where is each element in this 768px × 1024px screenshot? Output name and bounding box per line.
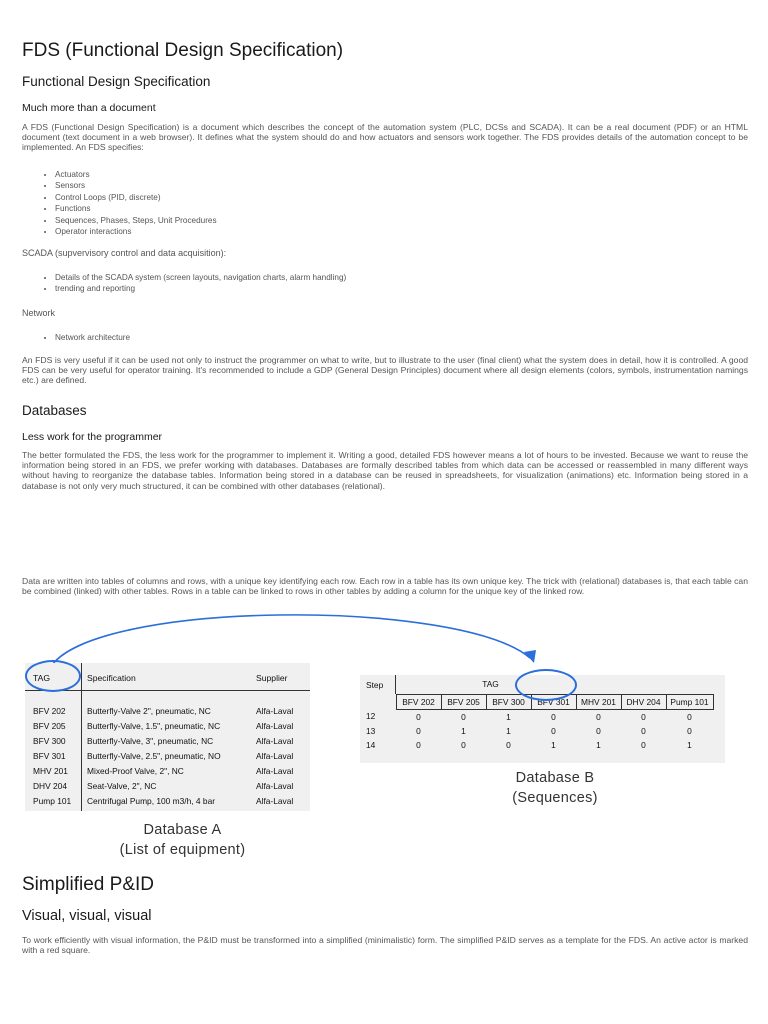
section-heading-databases: Databases <box>22 403 87 418</box>
table-cell: BFV 301 <box>33 751 66 761</box>
header-supplier: Supplier <box>256 673 288 683</box>
table-cell: Seat-Valve, 2", NC <box>87 781 157 791</box>
scada-label: SCADA (supvervisory control and data acquisition): <box>22 248 227 258</box>
closing-paragraph: An FDS is very useful if it can be used not only to instruct the programmer on what to write, but to illustrate to the user (final client) what the system does in detail, how it is controlled. A good FDS can be very useful for operator training. It's recommended to include a GDP (General Design Principles) document where all design elements (colors, symbols, instrumentation namings etc.) are defined. <box>22 355 748 386</box>
header-tag: TAG <box>482 679 499 690</box>
table-cell: 1 <box>461 725 466 736</box>
table-cell: BFV 300 <box>33 736 66 746</box>
table-row <box>360 709 713 724</box>
step-cell: 13 <box>366 725 376 736</box>
tag-column <box>33 704 71 809</box>
table-cell: 0 <box>461 711 466 722</box>
column-header: MHV 201 <box>576 694 621 709</box>
list-item: • Operator interactions <box>55 226 217 237</box>
table-cell: Alfa-Laval <box>256 721 294 731</box>
table-cell: 0 <box>641 711 646 722</box>
table-cell: 0 <box>551 711 556 722</box>
table-cell: DHV 204 <box>33 781 67 791</box>
table-cell: 0 <box>461 739 466 750</box>
table-cell: Butterfly-Valve, 2.5", pneumatic, NO <box>87 751 221 761</box>
database-a-caption <box>100 820 265 860</box>
databases-paragraph: The better formulated the FDS, the less work for the programmer to implement it. Writing a good, detailed FDS however means a lot of hours to be invested. Because we want to reuse the information being stored in an FDS, we prefer working with databases. Databases are formally described tables from which data can be accessed or reassembled in many different ways without having to reorganize the database tables. Information being stored in a database can be reused in spreadsheets, for visualization (animations) etc. Information being stored in a database is not only very much structured, it can be combined with other databases (relational). <box>22 450 748 491</box>
table-cell: 0 <box>641 739 646 750</box>
column-header: BFV 202 <box>396 694 441 709</box>
subheading-more-than-document: Much more than a document <box>22 102 156 114</box>
table-cell: Alfa-Laval <box>256 796 294 806</box>
caption-subtitle: (List of equipment) <box>119 842 246 858</box>
table-cell: Alfa-Laval <box>256 766 294 776</box>
list-item: • trending and reporting <box>55 283 346 294</box>
table-cell: 0 <box>416 711 421 722</box>
table-cell: Butterfly-Valve, 1.5", pneumatic, NC <box>87 721 221 731</box>
table-cell: Centrifugal Pump, 100 m3/h, 4 bar <box>87 796 216 806</box>
caption-title: Database B <box>515 770 595 786</box>
pid-paragraph: To work efficiently with visual information, the P&ID must be transformed into a simplified (minimalistic) form. The simplified P&ID serves as a template for the FDS. An active actor is marked with a red square. <box>22 935 748 956</box>
header-tag: TAG <box>33 673 51 683</box>
list-item: • Sensors <box>55 180 217 191</box>
table-cell: BFV 205 <box>33 721 66 731</box>
table-cell: 0 <box>687 711 692 722</box>
table-cell: Alfa-Laval <box>256 706 294 716</box>
table-cell: 0 <box>506 739 511 750</box>
section-heading-pid: Simplified P&ID <box>22 874 154 895</box>
table-cell: Butterfly-Valve 2", pneumatic, NC <box>87 706 211 716</box>
table-cell: 1 <box>506 711 511 722</box>
column-header: DHV 204 <box>621 694 666 709</box>
table-cell: BFV 202 <box>33 706 66 716</box>
table-cell: 1 <box>506 725 511 736</box>
specification-column <box>87 704 221 809</box>
table-cell: 0 <box>416 725 421 736</box>
list-item: • Network architecture <box>55 332 130 343</box>
table-cell: Mixed-Proof Valve, 2", NC <box>87 766 184 776</box>
list-item: • Actuators <box>55 169 217 180</box>
header-specification: Specification <box>87 673 136 683</box>
caption-subtitle: (Sequences) <box>512 790 598 806</box>
tag-highlight-ellipse <box>25 660 81 692</box>
header-step: Step <box>366 679 384 690</box>
table-cell: Alfa-Laval <box>256 751 294 761</box>
table-cell: 0 <box>687 725 692 736</box>
list-item: • Sequences, Phases, Steps, Unit Procedures <box>55 215 217 226</box>
supplier-column <box>256 704 293 809</box>
subheading-visual: Visual, visual, visual <box>22 908 152 924</box>
step-cell: 14 <box>366 739 376 750</box>
network-label: Network <box>22 308 56 318</box>
table-cell: MHV 201 <box>33 766 68 776</box>
table-cell: 1 <box>551 739 556 750</box>
column-divider <box>81 663 82 811</box>
table-row <box>360 738 713 752</box>
list-item: • Details of the SCADA system (screen layouts, navigation charts, alarm handling) <box>55 272 346 283</box>
database-b-caption <box>475 768 635 808</box>
column-header: BFV 205 <box>441 694 486 709</box>
table-cell: 0 <box>551 725 556 736</box>
table-cell: Alfa-Laval <box>256 736 294 746</box>
subheading-less-work: Less work for the programmer <box>22 431 163 443</box>
table-cell: 0 <box>596 711 601 722</box>
table-cell: Butterfly-Valve, 3", pneumatic, NC <box>87 736 214 746</box>
header-divider <box>25 690 310 691</box>
column-header: BFV 301 <box>531 694 576 709</box>
table-cell: 0 <box>596 725 601 736</box>
list-item: • Control Loops (PID, discrete) <box>55 192 217 203</box>
table-cell: 0 <box>416 739 421 750</box>
list-item: • Functions <box>55 203 217 214</box>
table-cell: Alfa-Laval <box>256 781 294 791</box>
table-cell: 1 <box>687 739 692 750</box>
column-header: BFV 300 <box>486 694 531 709</box>
relational-paragraph: Data are written into tables of columns and rows, with a unique key identifying each row. Each row in a table has its own unique key. The trick with (relational) databases is, that each table can be combined (linked) with other tables. Rows in a table can be linked to rows in other tables by adding a column for the unique key of the linked row. <box>22 576 748 597</box>
section-heading-fds: Functional Design Specification <box>22 74 211 89</box>
intro-paragraph: A FDS (Functional Design Specification) is a document which describes the concept of the automation system (PLC, DCSs and SCADA). It can be a real document (PDF) or an HTML document (text document in a web browser). It defines what the system should do and how actuators and sensors work together. The FDS provides details of the automation concept to be implemented. An FDS specifies: <box>22 122 748 153</box>
caption-title: Database A <box>143 822 222 838</box>
page-title: FDS (Functional Design Specification) <box>22 40 344 61</box>
tag-highlight-ellipse <box>515 669 577 701</box>
table-cell: 1 <box>596 739 601 750</box>
table-cell: 0 <box>641 725 646 736</box>
table-row <box>360 724 713 738</box>
table-cell: Pump 101 <box>33 796 72 806</box>
step-cell: 12 <box>366 711 376 722</box>
column-header: Pump 101 <box>666 694 713 709</box>
